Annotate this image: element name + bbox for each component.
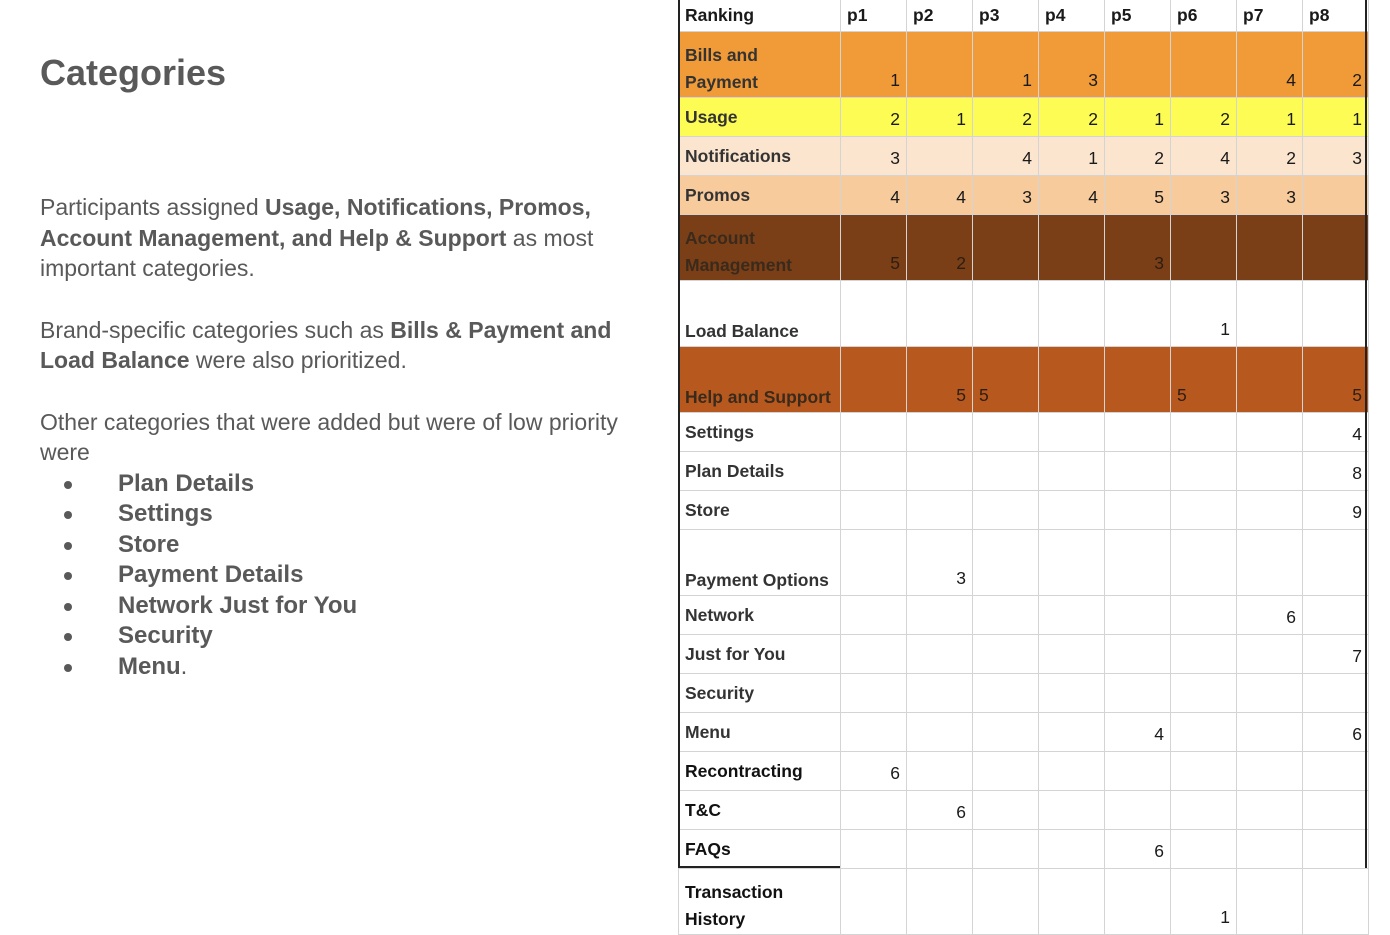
table-cell: 2 bbox=[1171, 98, 1237, 137]
table-cell: 3 bbox=[973, 176, 1039, 215]
table-row bbox=[679, 452, 1369, 491]
table-cell bbox=[1171, 413, 1237, 452]
table-cell bbox=[973, 413, 1039, 452]
row-label: Payment Options bbox=[679, 530, 841, 596]
table-cell bbox=[1237, 869, 1303, 935]
table-cell bbox=[973, 674, 1039, 713]
table-cell bbox=[1105, 752, 1171, 791]
table-cell bbox=[1105, 791, 1171, 830]
table-cell bbox=[1303, 674, 1369, 713]
table-row bbox=[679, 752, 1369, 791]
bullet-icon bbox=[64, 572, 72, 580]
table-cell bbox=[841, 869, 907, 935]
table-cell: 4 bbox=[1105, 713, 1171, 752]
table-cell bbox=[1303, 791, 1369, 830]
table-cell: 3 bbox=[841, 137, 907, 176]
table-cell bbox=[1171, 830, 1237, 869]
table-cell bbox=[907, 32, 973, 98]
bullet-icon bbox=[64, 511, 72, 519]
table-cell: 6 bbox=[907, 791, 973, 830]
table-cell bbox=[1237, 791, 1303, 830]
table-cell: 1 bbox=[907, 98, 973, 137]
row-label: Settings bbox=[679, 413, 841, 452]
table-cell: 4 bbox=[973, 137, 1039, 176]
row-label: Usage bbox=[679, 98, 841, 137]
row-label: Recontracting bbox=[679, 752, 841, 791]
table-cell: 4 bbox=[907, 176, 973, 215]
table-cell bbox=[1237, 491, 1303, 530]
table-cell bbox=[1303, 869, 1369, 935]
table-cell bbox=[1171, 674, 1237, 713]
table-cell: 3 bbox=[907, 530, 973, 596]
table-cell: 1 bbox=[1303, 98, 1369, 137]
table-cell bbox=[841, 413, 907, 452]
table-cell bbox=[1171, 452, 1237, 491]
bullet-icon bbox=[64, 664, 72, 672]
table-cell bbox=[1237, 674, 1303, 713]
table-row bbox=[679, 215, 1369, 281]
table-cell bbox=[907, 713, 973, 752]
table-cell bbox=[973, 530, 1039, 596]
table-cell bbox=[841, 674, 907, 713]
table-cell bbox=[841, 596, 907, 635]
table-cell bbox=[1171, 530, 1237, 596]
table-cell bbox=[1039, 215, 1105, 281]
table-header-row bbox=[679, 0, 1369, 32]
table-row bbox=[679, 347, 1369, 413]
table-cell bbox=[841, 452, 907, 491]
table-cell bbox=[1105, 635, 1171, 674]
bullet-icon bbox=[64, 542, 72, 550]
table-cell bbox=[1171, 215, 1237, 281]
table-cell: 5 bbox=[841, 215, 907, 281]
table-cell: 1 bbox=[973, 32, 1039, 98]
table-cell bbox=[1105, 674, 1171, 713]
table-cell: 3 bbox=[1039, 32, 1105, 98]
table-cell bbox=[907, 752, 973, 791]
table-cell bbox=[973, 791, 1039, 830]
table-cell: 4 bbox=[841, 176, 907, 215]
column-header-p3: p3 bbox=[973, 0, 1039, 32]
table-cell bbox=[907, 635, 973, 674]
column-header-p1: p1 bbox=[841, 0, 907, 32]
table-cell bbox=[841, 713, 907, 752]
row-label: Promos bbox=[679, 176, 841, 215]
table-cell bbox=[907, 413, 973, 452]
table-cell: 4 bbox=[1039, 176, 1105, 215]
row-label: Transaction History bbox=[679, 869, 841, 935]
column-header-p7: p7 bbox=[1237, 0, 1303, 32]
table-cell bbox=[1039, 596, 1105, 635]
table-cell bbox=[1237, 281, 1303, 347]
table-cell: 2 bbox=[1303, 32, 1369, 98]
table-cell bbox=[1303, 752, 1369, 791]
table-cell bbox=[1237, 347, 1303, 413]
table-cell: 1 bbox=[1171, 869, 1237, 935]
column-header-p2: p2 bbox=[907, 0, 973, 32]
list-item: Store bbox=[40, 530, 640, 561]
table-cell: 6 bbox=[1237, 596, 1303, 635]
table-cell: 2 bbox=[1237, 137, 1303, 176]
table-cell bbox=[973, 713, 1039, 752]
table-cell bbox=[973, 752, 1039, 791]
low-priority-list bbox=[40, 469, 640, 683]
table-row bbox=[679, 32, 1369, 98]
row-label: Plan Details bbox=[679, 452, 841, 491]
table-cell bbox=[1303, 281, 1369, 347]
table-row bbox=[679, 98, 1369, 137]
table-row bbox=[679, 635, 1369, 674]
table-cell: 6 bbox=[1303, 713, 1369, 752]
paragraph-brand: Brand-specific categories such as Bills & Payment and Load Balance were also prioritized. bbox=[40, 316, 612, 373]
row-label: FAQs bbox=[679, 830, 841, 869]
table-cell: 9 bbox=[1303, 491, 1369, 530]
table-cell: 1 bbox=[1105, 98, 1171, 137]
table-cell bbox=[1237, 713, 1303, 752]
list-item: Settings bbox=[40, 499, 640, 530]
row-label: Bills and Payment bbox=[679, 32, 841, 98]
table-cell bbox=[841, 347, 907, 413]
table-cell bbox=[1039, 674, 1105, 713]
table-cell bbox=[1171, 713, 1237, 752]
table-cell bbox=[1039, 752, 1105, 791]
table-cell bbox=[973, 215, 1039, 281]
table-cell bbox=[1303, 596, 1369, 635]
paragraph-important: Participants assigned Usage, Notifications, Promos, Account Management, and Help & Support as most important categories. bbox=[40, 194, 594, 281]
table-cell: 1 bbox=[1171, 281, 1237, 347]
table-cell bbox=[1039, 635, 1105, 674]
bullet-icon bbox=[64, 603, 72, 611]
table-cell bbox=[1303, 215, 1369, 281]
table-cell bbox=[1039, 347, 1105, 413]
table-cell bbox=[1105, 530, 1171, 596]
table-row bbox=[679, 596, 1369, 635]
table-cell: 1 bbox=[1039, 137, 1105, 176]
table-cell: 1 bbox=[1237, 98, 1303, 137]
table-cell bbox=[907, 674, 973, 713]
table-cell bbox=[1039, 413, 1105, 452]
table-cell bbox=[1105, 596, 1171, 635]
important-categories: Usage, Notifications, Promos, Account Management, and Help & Support bbox=[40, 194, 591, 251]
table-cell: 5 bbox=[907, 347, 973, 413]
list-item: Network Just for You bbox=[40, 591, 640, 622]
table-cell bbox=[1303, 176, 1369, 215]
table-cell: 5 bbox=[1105, 176, 1171, 215]
table-cell: 2 bbox=[907, 215, 973, 281]
table-cell bbox=[1039, 869, 1105, 935]
row-label: Store bbox=[679, 491, 841, 530]
table-cell bbox=[1171, 791, 1237, 830]
table-cell bbox=[973, 491, 1039, 530]
table-cell bbox=[1105, 32, 1171, 98]
table-cell bbox=[907, 491, 973, 530]
table-cell: 3 bbox=[1105, 215, 1171, 281]
table-cell bbox=[1039, 791, 1105, 830]
table-cell: 2 bbox=[973, 98, 1039, 137]
table-cell bbox=[1105, 452, 1171, 491]
table-cell bbox=[1105, 491, 1171, 530]
row-label: Just for You bbox=[679, 635, 841, 674]
table-cell bbox=[907, 137, 973, 176]
table-cell bbox=[1171, 596, 1237, 635]
table-row bbox=[679, 791, 1369, 830]
row-label: Network bbox=[679, 596, 841, 635]
table-cell: 5 bbox=[1303, 347, 1369, 413]
row-label: Security bbox=[679, 674, 841, 713]
table-cell: 3 bbox=[1303, 137, 1369, 176]
table-row bbox=[679, 713, 1369, 752]
table-cell bbox=[1237, 752, 1303, 791]
table-cell bbox=[1171, 491, 1237, 530]
table-cell bbox=[907, 452, 973, 491]
row-label: Menu bbox=[679, 713, 841, 752]
table-row bbox=[679, 674, 1369, 713]
table-cell bbox=[1237, 635, 1303, 674]
table-cell bbox=[1303, 830, 1369, 869]
table-cell: 4 bbox=[1237, 32, 1303, 98]
row-label: Notifications bbox=[679, 137, 841, 176]
table-cell bbox=[907, 869, 973, 935]
page-title: Categories bbox=[40, 52, 227, 93]
table-cell bbox=[1105, 281, 1171, 347]
table-cell: 2 bbox=[1039, 98, 1105, 137]
table-cell bbox=[1039, 713, 1105, 752]
table-cell bbox=[1171, 32, 1237, 98]
table-cell bbox=[841, 791, 907, 830]
column-header-p4: p4 bbox=[1039, 0, 1105, 32]
list-item: Menu. bbox=[40, 652, 640, 683]
table-cell bbox=[1237, 830, 1303, 869]
table-cell: 3 bbox=[1237, 176, 1303, 215]
paragraph-low-priority: Other categories that were added but were of low priority were bbox=[40, 408, 618, 465]
table-cell bbox=[841, 530, 907, 596]
table-row bbox=[679, 869, 1369, 935]
column-header-p8: p8 bbox=[1303, 0, 1369, 32]
table-cell bbox=[841, 830, 907, 869]
table-cell bbox=[1039, 830, 1105, 869]
table-cell bbox=[907, 596, 973, 635]
table-cell bbox=[841, 635, 907, 674]
table-cell: 7 bbox=[1303, 635, 1369, 674]
table-cell bbox=[1171, 752, 1237, 791]
table-row bbox=[679, 176, 1369, 215]
table-cell: 3 bbox=[1171, 176, 1237, 215]
table-row bbox=[679, 413, 1369, 452]
row-label: Load Balance bbox=[679, 281, 841, 347]
table-row bbox=[679, 137, 1369, 176]
table-cell bbox=[1237, 530, 1303, 596]
table-cell bbox=[1105, 413, 1171, 452]
table-cell bbox=[1039, 491, 1105, 530]
table-cell bbox=[973, 869, 1039, 935]
table-cell bbox=[1039, 452, 1105, 491]
table-cell bbox=[1237, 413, 1303, 452]
column-header-p5: p5 bbox=[1105, 0, 1171, 32]
table-cell: 6 bbox=[841, 752, 907, 791]
brand-categories: Bills & Payment and Load Balance bbox=[40, 316, 612, 373]
table-cell bbox=[1039, 530, 1105, 596]
table-cell bbox=[1105, 347, 1171, 413]
table-row bbox=[679, 530, 1369, 596]
table-cell bbox=[973, 635, 1039, 674]
list-item: Payment Details bbox=[40, 560, 640, 591]
column-header-ranking: Ranking bbox=[679, 0, 841, 32]
list-item: Plan Details bbox=[40, 469, 640, 500]
body-text bbox=[40, 192, 640, 682]
table-cell: 6 bbox=[1105, 830, 1171, 869]
table-cell: 5 bbox=[973, 347, 1039, 413]
ranking-table bbox=[678, 0, 1369, 935]
table-row bbox=[679, 830, 1369, 869]
table-body bbox=[679, 32, 1369, 935]
table-cell bbox=[1237, 452, 1303, 491]
table-cell bbox=[973, 452, 1039, 491]
table-row bbox=[679, 281, 1369, 347]
bullet-icon bbox=[64, 481, 72, 489]
table-cell bbox=[841, 491, 907, 530]
table-cell bbox=[1039, 281, 1105, 347]
table-cell bbox=[1171, 635, 1237, 674]
table-cell bbox=[1303, 530, 1369, 596]
table-cell: 4 bbox=[1171, 137, 1237, 176]
row-label: Account Management bbox=[679, 215, 841, 281]
table-cell: 8 bbox=[1303, 452, 1369, 491]
table-cell bbox=[973, 830, 1039, 869]
table-cell bbox=[907, 281, 973, 347]
table-cell bbox=[973, 596, 1039, 635]
table-cell bbox=[973, 281, 1039, 347]
table-cell bbox=[907, 830, 973, 869]
table-cell bbox=[1105, 869, 1171, 935]
list-item: Security bbox=[40, 621, 640, 652]
row-label: T&C bbox=[679, 791, 841, 830]
table-cell: 4 bbox=[1303, 413, 1369, 452]
table-cell: 1 bbox=[841, 32, 907, 98]
table-cell: 2 bbox=[1105, 137, 1171, 176]
bullet-icon bbox=[64, 633, 72, 641]
table-row bbox=[679, 491, 1369, 530]
table-cell bbox=[841, 281, 907, 347]
table-cell: 5 bbox=[1171, 347, 1237, 413]
table-cell bbox=[1237, 215, 1303, 281]
column-header-p6: p6 bbox=[1171, 0, 1237, 32]
table-cell: 2 bbox=[841, 98, 907, 137]
row-label: Help and Support bbox=[679, 347, 841, 413]
